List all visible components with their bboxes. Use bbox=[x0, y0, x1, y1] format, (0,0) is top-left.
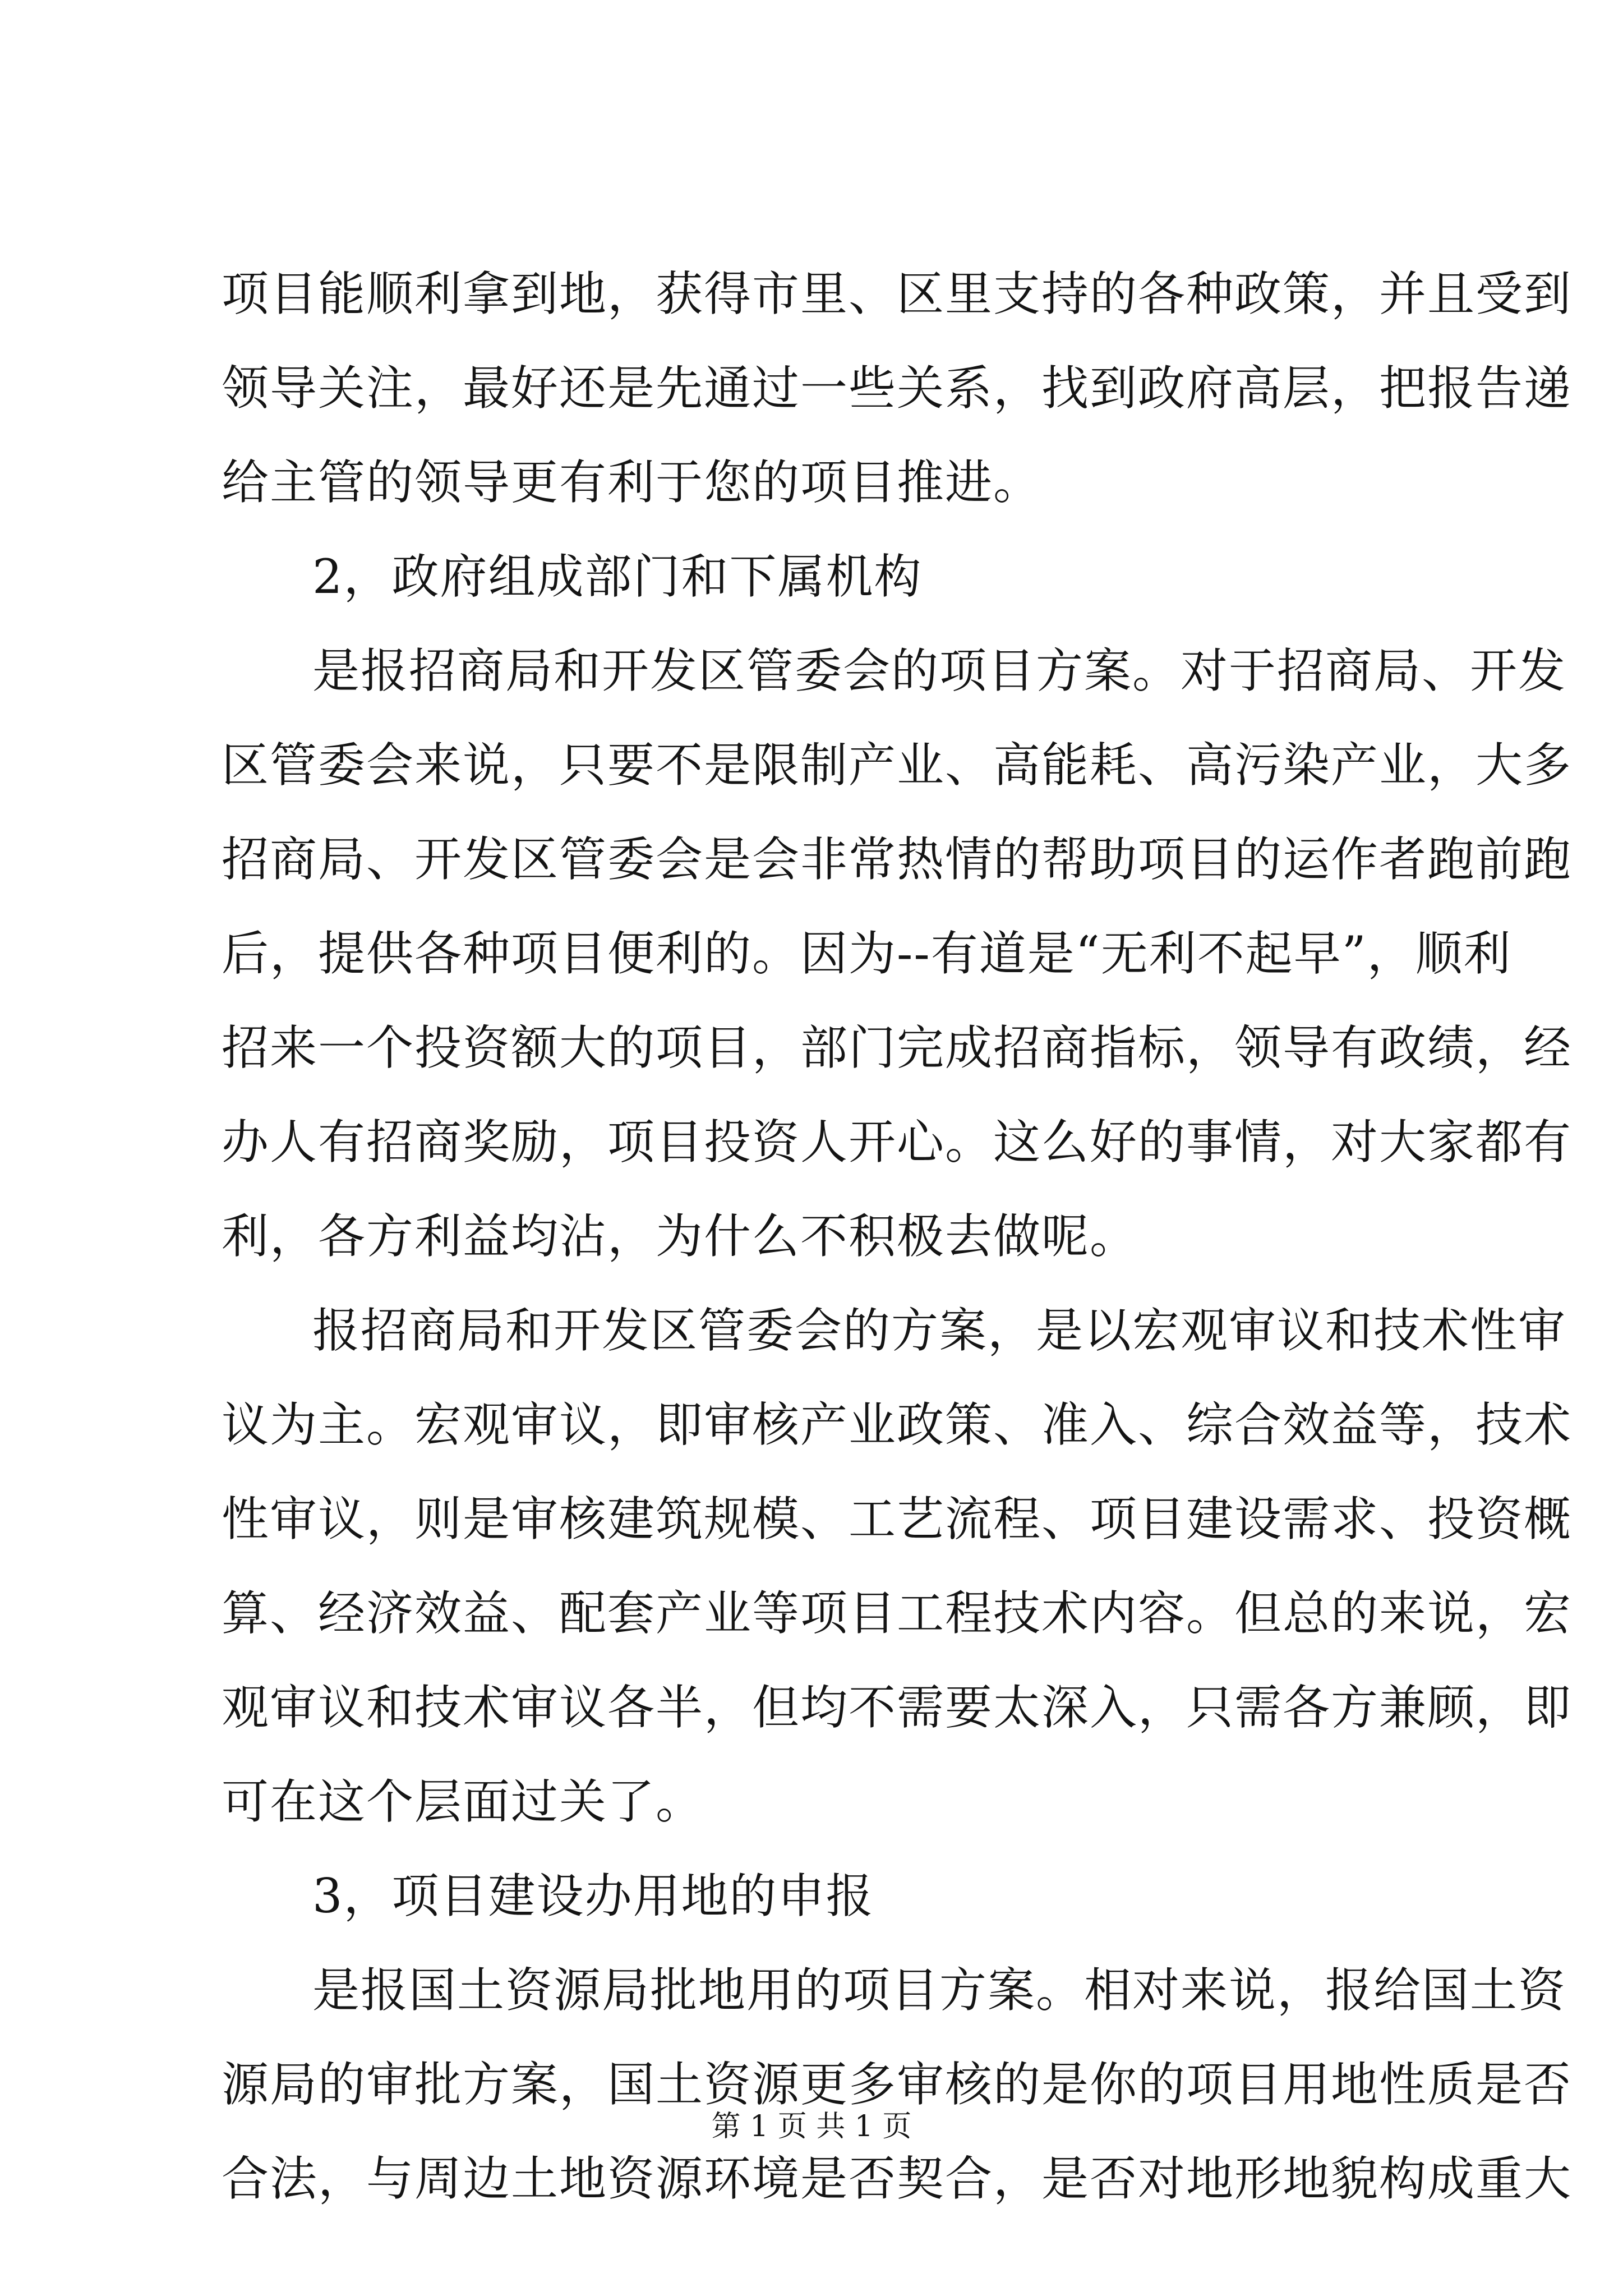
text-line: 是报招商局和开发区管委会的项目方案。对于招商局、开发 bbox=[312, 643, 1567, 698]
section-heading: 3，项目建设办用地的申报 bbox=[312, 1869, 874, 1924]
text-line: 议为主。宏观审议，即审核产业政策、准入、综合效益等，技术 bbox=[222, 1397, 1573, 1452]
text-line: 区管委会来说，只要不是限制产业、高能耗、高污染产业，大多 bbox=[222, 738, 1573, 793]
text-line: 利，各方利益均沾，为什么不积极去做呢。 bbox=[222, 1209, 1138, 1264]
text-line: 招来一个投资额大的项目，部门完成招商指标，领导有政绩，经 bbox=[222, 1020, 1573, 1075]
text-line: 给主管的领导更有利于您的项目推进。 bbox=[222, 455, 1042, 510]
text-line: 报招商局和开发区管委会的方案，是以宏观审议和技术性审 bbox=[312, 1303, 1567, 1358]
text-line: 招商局、开发区管委会是会非常热情的帮助项目的运作者跑前跑 bbox=[222, 832, 1573, 887]
section-heading: 2，政府组成部门和下属机构 bbox=[312, 549, 923, 604]
text-line: 后，提供各种项目便利的。因为--有道是“无利不起早”，顺利 bbox=[222, 926, 1512, 981]
text-line: 算、经济效益、配套产业等项目工程技术内容。但总的来说，宏 bbox=[222, 1586, 1573, 1641]
text-line: 项目能顺利拿到地，获得市里、区里支持的各种政策，并且受到 bbox=[222, 266, 1573, 321]
page-number-footer: 第 1 页 共 1 页 bbox=[711, 2110, 912, 2143]
text-line: 领导关注，最好还是先通过一些关系，找到政府高层，把报告递 bbox=[222, 361, 1573, 416]
text-line: 观审议和技术审议各半，但均不需要太深入，只需各方兼顾，即 bbox=[222, 1680, 1573, 1735]
text-line: 源局的审批方案，国土资源更多审核的是你的项目用地性质是否 bbox=[222, 2057, 1573, 2112]
text-line: 办人有招商奖励，项目投资人开心。这么好的事情，对大家都有 bbox=[222, 1115, 1573, 1170]
text-line: 性审议，则是审核建筑规模、工艺流程、项目建设需求、投资概 bbox=[222, 1492, 1573, 1547]
text-line: 可在这个层面过关了。 bbox=[222, 1774, 704, 1829]
text-line: 合法，与周边土地资源环境是否契合，是否对地形地貌构成重大 bbox=[222, 2151, 1573, 2206]
text-line: 是报国土资源局批地用的项目方案。相对来说，报给国土资 bbox=[312, 1963, 1567, 2018]
document-body bbox=[222, 247, 1573, 2226]
